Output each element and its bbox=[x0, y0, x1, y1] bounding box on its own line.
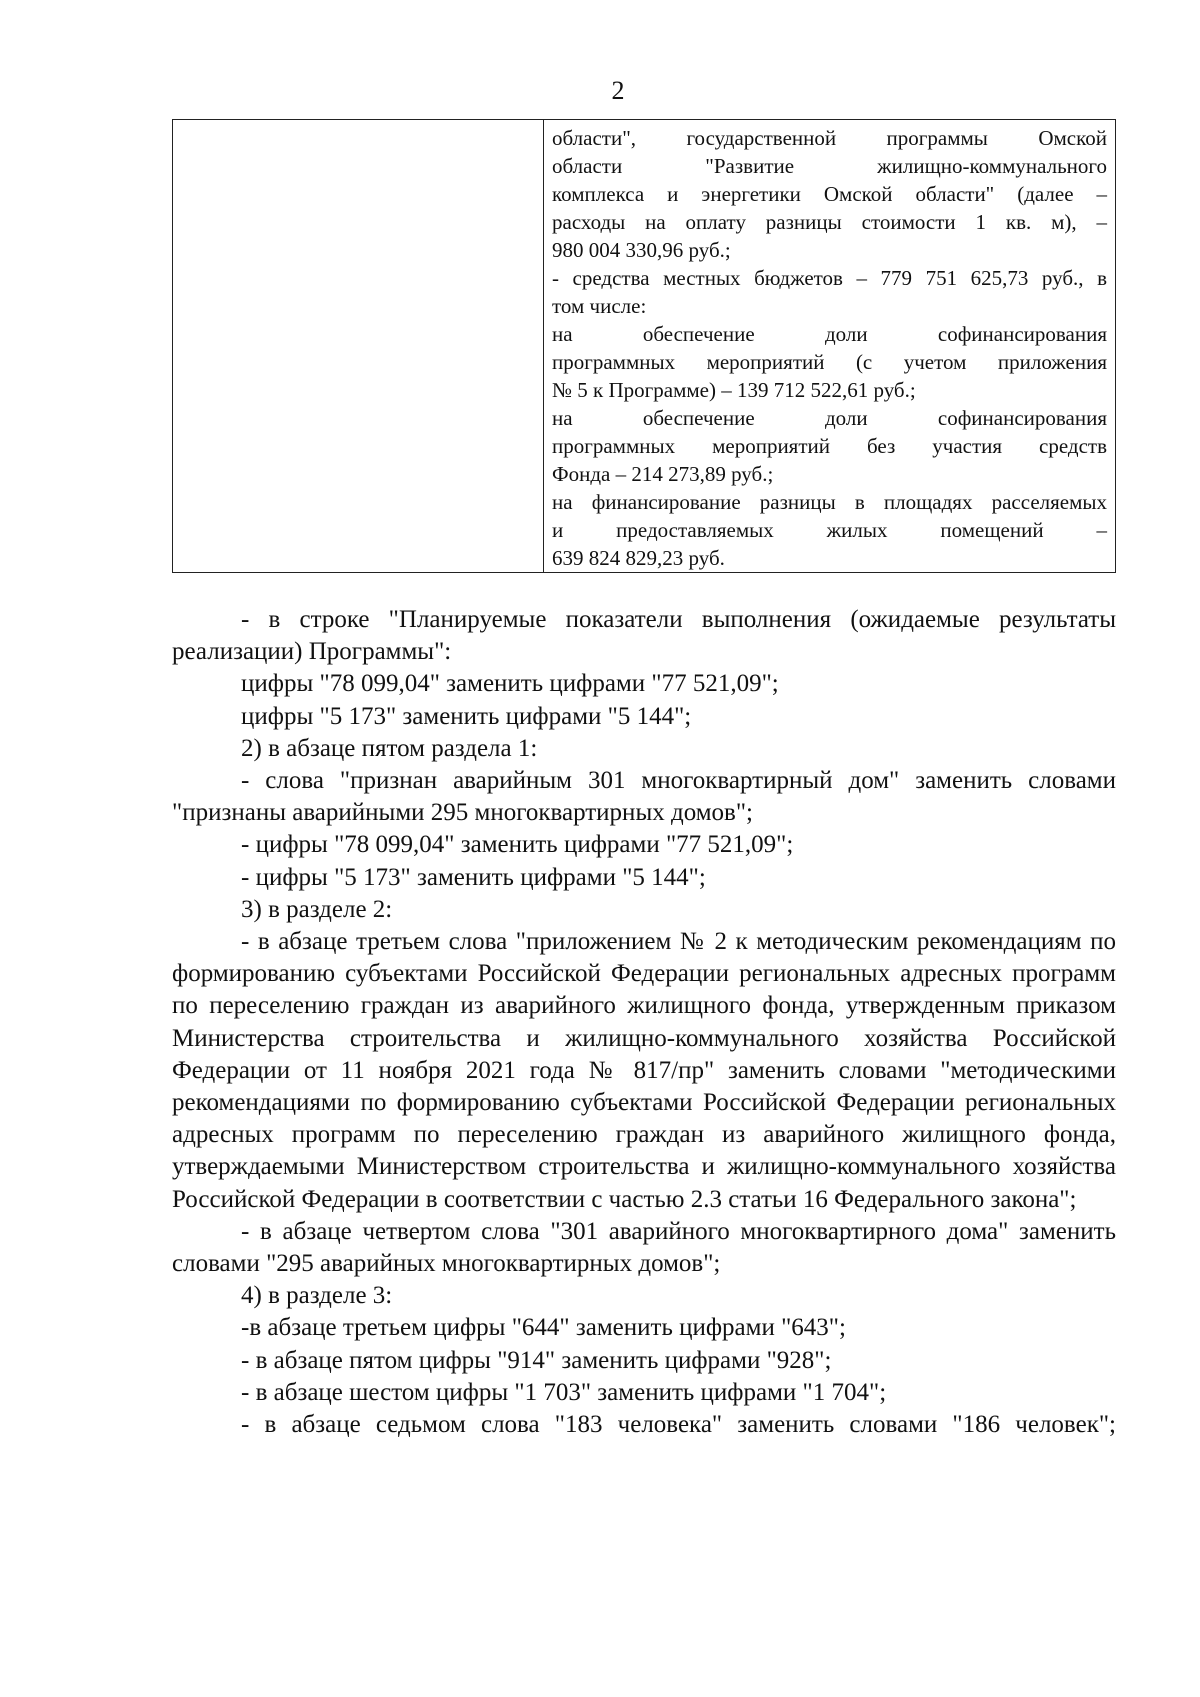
amendment-paragraph: - в абзаце пятом цифры "914" заменить цифрами "928"; bbox=[241, 1346, 832, 1374]
table-right-cell bbox=[544, 120, 1116, 573]
table-left-cell bbox=[173, 120, 544, 573]
table-cell-line: программных мероприятий (с учетом приложения bbox=[552, 350, 1107, 374]
table-cell-paragraph bbox=[552, 124, 1107, 264]
table-cell-line: и предоставляемых жилых помещений – bbox=[552, 518, 1107, 542]
table-cell-paragraph bbox=[552, 404, 1107, 488]
table-cell-line: - средства местных бюджетов – 779 751 625,73 руб., в bbox=[552, 266, 1107, 290]
amendment-paragraph: -в абзаце третьем цифры "644" заменить цифрами "643"; bbox=[241, 1314, 846, 1342]
amendment-paragraph: - цифры "78 099,04" заменить цифрами "77 521,09"; bbox=[241, 831, 794, 859]
amendment-paragraph: 2) в абзаце пятом раздела 1: bbox=[241, 734, 538, 762]
table-cell-line: расходы на оплату разницы стоимости 1 кв. м), – bbox=[552, 210, 1107, 234]
amendment-paragraph: 4) в разделе 3: bbox=[241, 1282, 393, 1310]
table-row bbox=[173, 120, 1116, 573]
table-cell-line: Фонда – 214 273,89 руб.; bbox=[552, 462, 774, 486]
table-cell-line: области "Развитие жилищно-коммунального bbox=[552, 154, 1107, 178]
amendment-paragraph: - в абзаце третьем слова "приложением № 2 к методическим рекомендациям по формированию субъектами Российской Федерации региональных адресных программ по переселению граждан из аварийного жилищного фонда, утвержденным приказом Министерства строительства и жилищно-коммунального хозяйства Российской Федерации от 11 ноября 2021 года № 817/пр" заменить словами "методическими рекомендациями по формированию субъектами Российской Федерации региональных адресных программ по переселению граждан из аварийного жилищного фонда, утверждаемыми Министерством строительства и жилищно-коммунального хозяйства Российской Федерации в соответствии с частью 2.3 статьи 16 Федерального закона"; bbox=[172, 928, 1116, 1213]
table-cell-line: том числе: bbox=[552, 294, 647, 318]
table-cell-line: № 5 к Программе) – 139 712 522,61 руб.; bbox=[552, 378, 916, 402]
amendment-paragraph: - в строке "Планируемые показатели выполнения (ожидаемые результаты реализации) Программы": bbox=[172, 606, 1116, 666]
page-number: 2 bbox=[611, 76, 625, 105]
amendment-paragraph: - в абзаце шестом цифры "1 703" заменить цифрами "1 704"; bbox=[241, 1378, 887, 1406]
right-cell-content bbox=[544, 120, 1115, 572]
amendments-text bbox=[172, 604, 1116, 1441]
table-cell-line: 980 004 330,96 руб.; bbox=[552, 238, 731, 262]
amendment-paragraph: цифры "78 099,04" заменить цифрами "77 521,09"; bbox=[241, 670, 779, 698]
amendment-paragraph: - в абзаце четвертом слова "301 аварийного многоквартирного дома" заменить словами "295 аварийных многоквартирных домов"; bbox=[172, 1217, 1116, 1278]
program-passport-table bbox=[172, 119, 1116, 573]
table-cell-line: комплекса и энергетики Омской области" (далее – bbox=[552, 182, 1107, 206]
table-cell-paragraph bbox=[552, 320, 1107, 404]
table-cell-line: 639 824 829,23 руб. bbox=[552, 546, 725, 570]
amendment-paragraph: 3) в разделе 2: bbox=[241, 895, 393, 923]
table-cell-line: на финансирование разницы в площадях расселяемых bbox=[552, 490, 1107, 514]
amendment-paragraph: - в абзаце седьмом слова "183 человека" заменить словами "186 человек"; bbox=[241, 1411, 1116, 1439]
amendment-paragraph: цифры "5 173" заменить цифрами "5 144"; bbox=[241, 702, 692, 730]
table-cell-paragraph bbox=[552, 488, 1107, 572]
table-cell-line: на обеспечение доли софинансирования bbox=[552, 322, 1107, 346]
amendment-paragraph: - цифры "5 173" заменить цифрами "5 144"; bbox=[241, 863, 706, 891]
table-cell-paragraph bbox=[552, 264, 1107, 320]
table-cell-line: программных мероприятий без участия средств bbox=[552, 434, 1107, 458]
table-cell-line: области", государственной программы Омской bbox=[552, 126, 1107, 150]
table-cell-line: на обеспечение доли софинансирования bbox=[552, 406, 1107, 430]
amendment-paragraph: - слова "признан аварийным 301 многоквартирный дом" заменить словами "признаны аварийными 295 многоквартирных домов"; bbox=[172, 767, 1116, 827]
